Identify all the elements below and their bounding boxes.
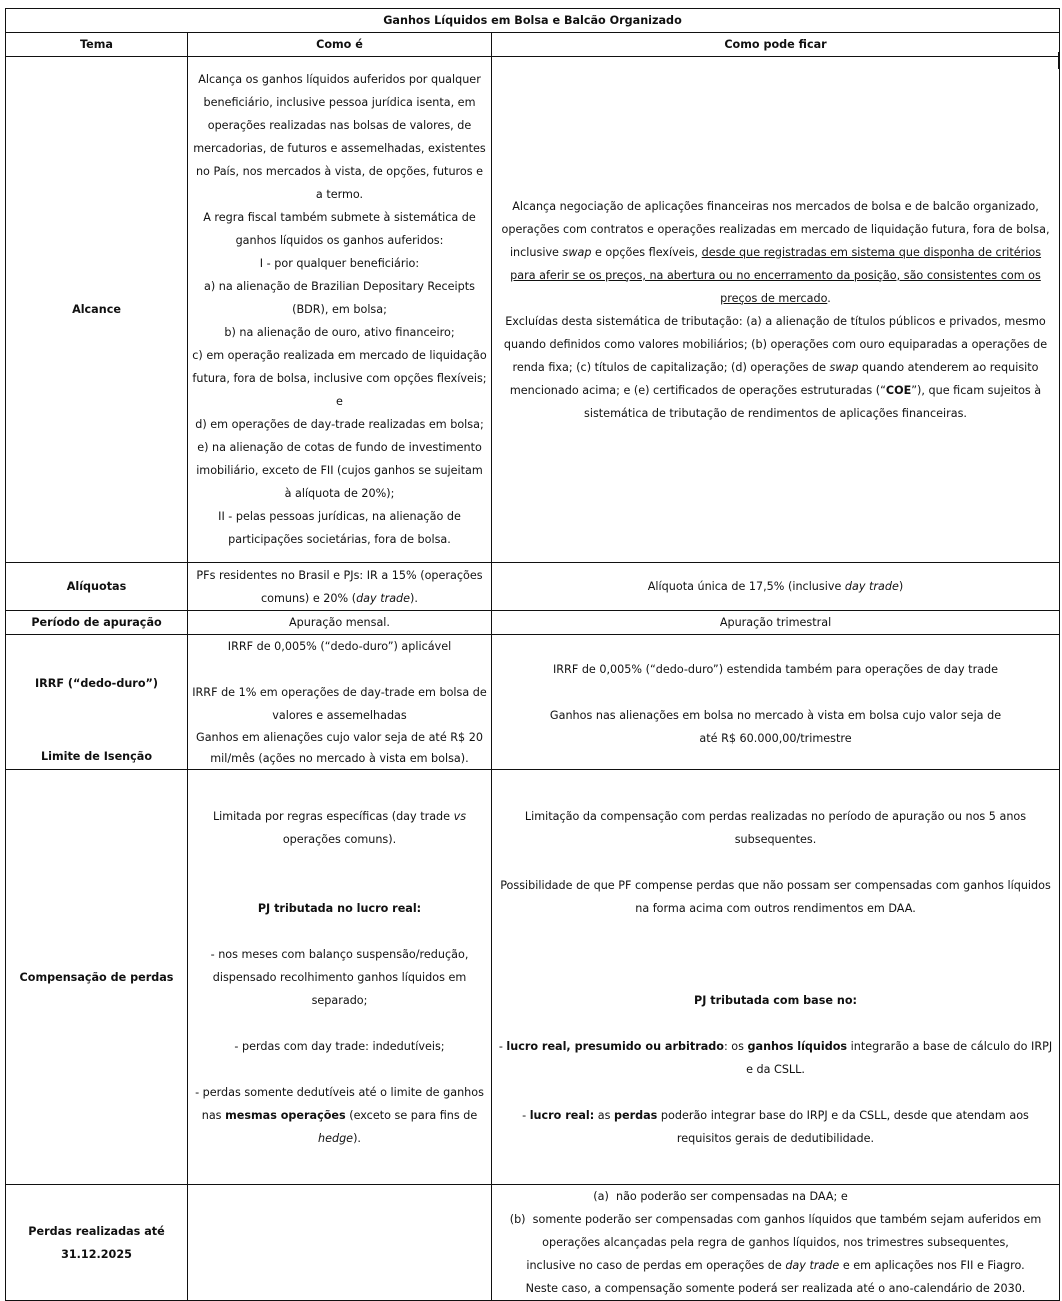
- bold-text: COE: [885, 383, 912, 397]
- paragraph: d) em operações de day-trade realizadas em bolsa;: [195, 418, 484, 431]
- como-e-cell: [188, 563, 492, 611]
- text: e em aplicações nos FII e Fiagro.: [839, 1259, 1025, 1272]
- paragraph: [496, 195, 1055, 310]
- paragraph: - perdas com day trade: indedutíveis;: [234, 1039, 445, 1053]
- italic-text: hedge: [318, 1131, 354, 1145]
- bold-text: ganhos líquidos: [747, 1039, 848, 1053]
- text: (exceto se para fins de: [345, 1108, 478, 1122]
- paragraph: [496, 310, 1055, 425]
- text: operações comuns).: [282, 832, 397, 846]
- text: as: [594, 1108, 615, 1122]
- paragraph: - nos meses com balanço suspensão/redução, dispensado recolhimento ganhos líquidos em separado;: [210, 947, 469, 1007]
- paragraph: e) na alienação de cotas de fundo de investimento imobiliário, exceto de FII (cujos ganhos se sujeitam à alíquota de 20%);: [196, 441, 483, 500]
- paragraph: c) em operação realizada em mercado de liquidação futura, fora de bolsa, inclusive com opções flexíveis; e: [192, 349, 487, 408]
- table-row-perdas: [6, 1185, 1060, 1301]
- text: inclusive no caso de perdas em operações de: [526, 1259, 786, 1272]
- table-row-compensacao: [6, 770, 1060, 1185]
- paragraph: a) na alienação de Brazilian Depositary Receipts (BDR), em bolsa;: [204, 280, 475, 316]
- italic-text: day trade: [356, 591, 411, 605]
- paragraph: Alcança os ganhos líquidos auferidos por qualquer beneficiário, inclusive pessoa jurídica isenta, em operações realizadas nas bolsas de valores, de mercadorias, de futuros e assemelhadas, existentes no País, nos mercados à vista, de opções, futuros e a termo.: [193, 73, 486, 201]
- paragraph: II - pelas pessoas jurídicas, na alienação de participações societárias, fora de bolsa.: [218, 510, 461, 546]
- como-e-cell: Apuração mensal.: [188, 611, 492, 635]
- list-item: (b) somente poderão ser compensadas com ganhos líquidos que também sejam auferidos em: [509, 1213, 1042, 1226]
- italic-text: day trade: [844, 580, 899, 593]
- text: ).: [353, 1131, 361, 1145]
- underlined-text: desde que registradas em sistema que disponha de critérios para aferir se os preços, na abertura ou no encerramento da posição, são consistentes com os preços de mercado: [510, 245, 1042, 305]
- como-e-cell: [188, 1185, 492, 1301]
- bold-text: lucro real, presumido ou arbitrado: [506, 1039, 724, 1053]
- text: PFs residentes no Brasil e PJs: IR a 15% (operações comuns) e 20% (: [196, 568, 483, 605]
- paragraph: [496, 1104, 1055, 1150]
- text: Limitada por regras específicas (day trade: [212, 809, 454, 823]
- tema-irrf: IRRF (“dedo-duro”): [35, 677, 158, 690]
- header-como-pode-ficar: Como pode ficar: [492, 33, 1060, 57]
- paragraph: operações alcançadas pela regra de ganhos líquidos, nos trimestres subsequentes,: [542, 1236, 1009, 1249]
- paragraph: [496, 1254, 1055, 1277]
- italic-text: swap: [829, 360, 859, 374]
- como-pode-ficar-cell: [492, 563, 1060, 611]
- table-row-aliquotas: [6, 563, 1060, 611]
- text: quando atenderem ao requisito mencionado acima; e (e) certificados de operações estruturadas (“: [509, 360, 1039, 397]
- tema-limite-isencao: Limite de Isenção: [40, 750, 153, 763]
- paragraph: [192, 1081, 487, 1150]
- subheading: PJ tributada com base no:: [694, 993, 857, 1007]
- text: .: [827, 291, 831, 305]
- text: integrarão a base de cálculo do IRPJ e da CSLL.: [746, 1039, 1053, 1076]
- tema-cell: Perdas realizadas até 31.12.2025: [6, 1185, 188, 1301]
- paragraph: [192, 805, 487, 851]
- text: ).: [410, 591, 418, 605]
- text-cursor: [1058, 52, 1060, 69]
- text: -: [498, 1039, 507, 1053]
- como-pode-ficar-cell: [492, 635, 1060, 770]
- text: ): [898, 580, 904, 593]
- tema-cell: Alcance: [6, 57, 188, 563]
- paragraph: Ganhos em alienações cujo valor seja de até R$ 20 mil/mês (ações no mercado à vista em bolsa).: [196, 731, 483, 765]
- tema-cell: Alíquotas: [6, 563, 188, 611]
- table-row-periodo: [6, 611, 1060, 635]
- text: : os: [723, 1039, 748, 1053]
- header-como-e: Como é: [188, 33, 492, 57]
- como-pode-ficar-cell: [492, 57, 1060, 563]
- table-title: Ganhos Líquidos em Bolsa e Balcão Organizado: [6, 9, 1060, 33]
- paragraph: I - por qualquer beneficiário:: [259, 257, 420, 270]
- paragraph: Limitação da compensação com perdas realizadas no período de apuração ou nos 5 anos subsequentes.: [524, 809, 1027, 846]
- text: Excluídas desta sistemática de tributação: (a) a alienação de títulos públicos e privados, mesmo quando definidos como valores mobiliários; (b) operações com ouro equiparadas a operações de renda fixa; (c) títulos de capitalização; (d) operações de: [503, 314, 1048, 374]
- paragraph: [496, 1035, 1055, 1081]
- header-tema: Tema: [6, 33, 188, 57]
- italic-text: vs: [453, 809, 467, 823]
- text: e opções flexíveis,: [591, 245, 702, 259]
- como-e-cell: [188, 770, 492, 1185]
- paragraph: b) na alienação de ouro, ativo financeiro;: [224, 326, 455, 339]
- text: Alíquota única de 17,5% (inclusive: [647, 580, 845, 593]
- text: ”), que ficam sujeitos à sistemática de tributação de rendimentos de aplicações financeiras.: [584, 383, 1042, 420]
- paragraph: Neste caso, a compensação somente poderá ser realizada até o ano-calendário de 2030.: [525, 1282, 1026, 1295]
- como-pode-ficar-cell: [492, 770, 1060, 1185]
- header-row: [6, 33, 1060, 57]
- paragraph: IRRF de 0,005% (“dedo-duro”) aplicável: [227, 640, 452, 653]
- paragraph: A regra fiscal também submete à sistemática de ganhos líquidos os ganhos auferidos:: [203, 211, 476, 247]
- bold-text: perdas: [614, 1108, 658, 1122]
- paragraph: Possibilidade de que PF compense perdas que não possam ser compensadas com ganhos líquidos na forma acima com outros rendimentos em DAA.: [500, 878, 1051, 915]
- paragraph: IRRF de 1% em operações de day-trade em bolsa de valores e assemelhadas: [192, 686, 487, 722]
- como-e-cell: [188, 57, 492, 563]
- como-pode-ficar-cell: Apuração trimestral: [492, 611, 1060, 635]
- table-row-irrf: [6, 635, 1060, 770]
- paragraph: Ganhos nas alienações em bolsa no mercado à vista em bolsa cujo valor seja de até R$ 60.000,00/trimestre: [549, 709, 1002, 745]
- text: poderão integrar base do IRPJ e da CSLL, desde que atendam aos requisitos gerais de dedutibilidade.: [657, 1108, 1029, 1145]
- tema-cell: Compensação de perdas: [6, 770, 188, 1185]
- bold-text: mesmas operações: [225, 1108, 346, 1122]
- list-item: (a) não poderão ser compensadas na DAA; e: [593, 1190, 848, 1203]
- italic-text: day trade: [785, 1259, 840, 1272]
- subheading: PJ tributada no lucro real:: [257, 901, 422, 915]
- text: Alcança negociação de aplicações financeiras nos mercados de bolsa e de balcão organizado, operações com contratos e operações realizadas em mercado de liquidação futura, fora de bolsa, inclusive: [501, 199, 1050, 259]
- como-pode-ficar-cell: [492, 1185, 1060, 1301]
- title-row: [6, 9, 1060, 33]
- tema-cell: [6, 635, 188, 770]
- italic-text: swap: [562, 245, 592, 259]
- paragraph: IRRF de 0,005% (“dedo-duro”) estendida também para operações de day trade: [552, 663, 999, 676]
- text: - perdas somente dedutíveis até o limite de ganhos nas: [195, 1085, 484, 1122]
- bold-text: lucro real:: [529, 1108, 595, 1122]
- table-row-alcance: [6, 57, 1060, 563]
- text: -: [522, 1108, 530, 1122]
- tema-cell: Período de apuração: [6, 611, 188, 635]
- como-e-cell: [188, 635, 492, 770]
- comparison-table: [5, 8, 1060, 1301]
